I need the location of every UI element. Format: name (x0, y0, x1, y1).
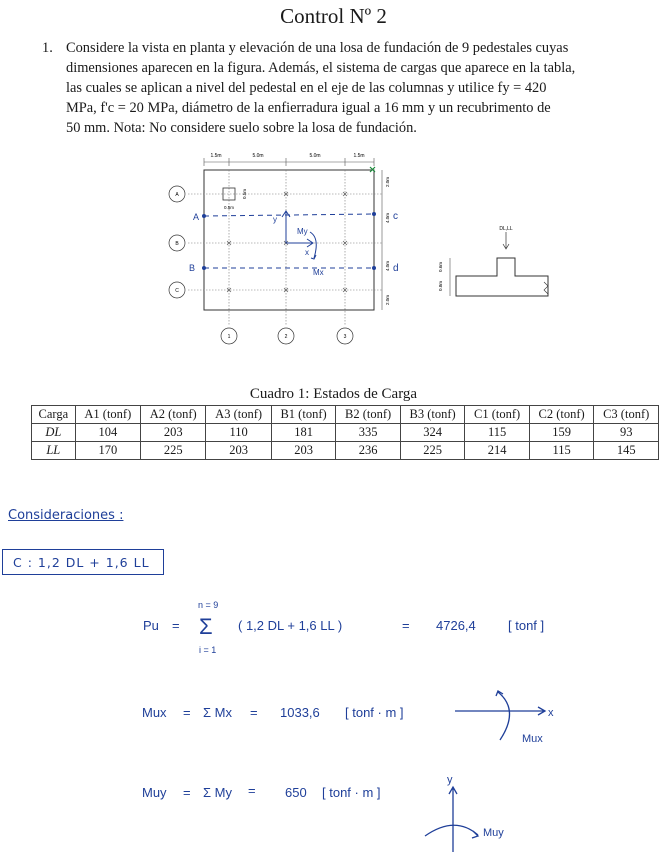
break-mark (544, 282, 548, 294)
hand-label: Mx (313, 268, 324, 277)
pu-eq: = (172, 618, 180, 633)
problem-number: 1. (42, 40, 53, 56)
dim-label: 4.0m (385, 260, 390, 272)
hand-label: c (393, 211, 398, 222)
muy-unit: [ tonf · m ] (322, 785, 381, 800)
elevation-figure (430, 222, 560, 312)
table-cell: 335 (336, 424, 401, 442)
hand-label: x (305, 248, 309, 257)
table-header-row (32, 406, 659, 424)
problem-statement (42, 38, 642, 138)
muy-lhs: Muy (142, 785, 167, 800)
pu-eq2: = (402, 618, 410, 633)
row-label: C (175, 288, 179, 294)
table-cell: 104 (75, 424, 140, 442)
sketch-axis-label: y (447, 774, 453, 786)
hand-label: d (393, 263, 399, 274)
problem-line: dimensiones aparecen en la figura. Además, el sistema de cargas que aparece en la tabla, (66, 60, 576, 76)
table-cell: 225 (141, 442, 206, 460)
muy-value: 650 (285, 785, 307, 800)
table-caption: Cuadro 1: Estados de Carga (249, 386, 418, 402)
point-a-dot (202, 214, 206, 218)
point-c-dot (372, 212, 376, 216)
table-header: A2 (tonf) (141, 406, 206, 424)
table-cell: 236 (336, 442, 401, 460)
table-header: C1 (tonf) (465, 406, 530, 424)
table-cell: 203 (141, 424, 206, 442)
muy-sum: Σ My (203, 785, 232, 800)
table-cell: 170 (75, 442, 140, 460)
mux-eq: = (183, 705, 191, 720)
dim-label: 4.0m (385, 212, 390, 224)
mux-lhs: Mux (142, 705, 167, 720)
pu-value: 4726,4 (436, 618, 476, 633)
muy-eq2: = (248, 783, 256, 798)
pu-lhs: Pu (143, 618, 159, 633)
table-cell: 145 (594, 442, 659, 460)
handwritten-equations (0, 590, 667, 858)
row-label: A (175, 192, 179, 198)
table-cell: 214 (465, 442, 530, 460)
table-header: B2 (tonf) (336, 406, 401, 424)
muy-eq: = (183, 785, 191, 800)
table-cell: 115 (529, 442, 594, 460)
mux-value: 1033,6 (280, 705, 320, 720)
plan-view-figure (160, 148, 400, 348)
sketch-moment-label: Muy (483, 827, 504, 839)
table-row (32, 442, 659, 460)
page-title: Control Nº 2 (280, 4, 387, 28)
pedestal-dim-label: 0.5m (242, 188, 247, 200)
point-b-dot (202, 266, 206, 270)
table-cell: 203 (271, 442, 336, 460)
table-header: B1 (tonf) (271, 406, 336, 424)
table-header: C3 (tonf) (594, 406, 659, 424)
table-cell: 225 (400, 442, 465, 460)
row-label-cell: DL (32, 424, 76, 442)
problem-line: las cuales se aplican a nivel del pedestal en el eje de las columnas y utilice fy = 420 (66, 80, 547, 96)
col-label: 3 (343, 334, 347, 340)
slab-outline (204, 170, 374, 310)
hand-annotations (204, 211, 374, 268)
col-label: 2 (284, 334, 288, 340)
sketch-axis-label: x (548, 707, 554, 719)
hand-label: My (297, 227, 308, 236)
mux-sum: Σ Mx (203, 705, 232, 720)
table-cell: 110 (206, 424, 271, 442)
table-cell: 181 (271, 424, 336, 442)
table-header: C2 (tonf) (529, 406, 594, 424)
sum-top-limit: n = 9 (198, 600, 219, 610)
dim-label: 2.0m (385, 294, 390, 306)
mux-unit: [ tonf · m ] (345, 705, 404, 720)
pu-unit: [ tonf ] (508, 618, 545, 633)
hand-label: B (189, 263, 196, 273)
table-cell: 324 (400, 424, 465, 442)
dim-label: 2.0m (385, 176, 390, 188)
table-header: Carga (32, 406, 76, 424)
dim-label: 5.0m (309, 153, 321, 159)
row-label: B (175, 241, 179, 247)
dim-label: 0.6m (438, 261, 443, 273)
dim-label: 5.0m (252, 153, 264, 159)
table-row (32, 424, 659, 442)
load-label: DL,LL (499, 226, 513, 232)
table-cell: 115 (465, 424, 530, 442)
table-cell: 203 (206, 442, 271, 460)
problem-line: Considere la vista en planta y elevación de una losa de fundación de 9 pedestales cuyas (66, 40, 569, 56)
problem-line: MPa, f'c = 20 MPa, diámetro de la enfierradura igual a 16 mm y un recubrimento de (66, 100, 551, 116)
considerations-heading: Consideraciones : (8, 508, 124, 523)
pedestal-marks (227, 192, 347, 292)
sum-bottom-limit: i = 1 (199, 645, 217, 655)
table-cell: 93 (594, 424, 659, 442)
table-cell: 159 (529, 424, 594, 442)
mux-eq2: = (250, 705, 258, 720)
hand-label: y (273, 215, 277, 224)
point-d-dot (372, 266, 376, 270)
sigma-symbol: Σ (199, 614, 213, 639)
table-header: B3 (tonf) (400, 406, 465, 424)
dim-label: 1.5m (210, 153, 222, 159)
col-label: 1 (227, 334, 231, 340)
row-label-cell: LL (32, 442, 76, 460)
problem-line: 50 mm. Nota: No considere suelo sobre la losa de fundación. (66, 120, 417, 136)
hand-label: A (193, 212, 200, 222)
pu-expression: ( 1,2 DL + 1,6 LL ) (238, 618, 343, 633)
load-combination-box: C : 1,2 DL + 1,6 LL (2, 549, 164, 575)
dim-label: 0.8m (438, 280, 443, 292)
sketch-moment-label: Mux (522, 733, 543, 745)
table-header: A1 (tonf) (75, 406, 140, 424)
load-arrow (503, 232, 509, 249)
slab-section (456, 258, 548, 296)
dim-label: 1.5m (353, 153, 365, 159)
load-table (31, 405, 659, 460)
table-header: A3 (tonf) (206, 406, 271, 424)
pedestal-dim-label: 0.5m (223, 205, 235, 210)
